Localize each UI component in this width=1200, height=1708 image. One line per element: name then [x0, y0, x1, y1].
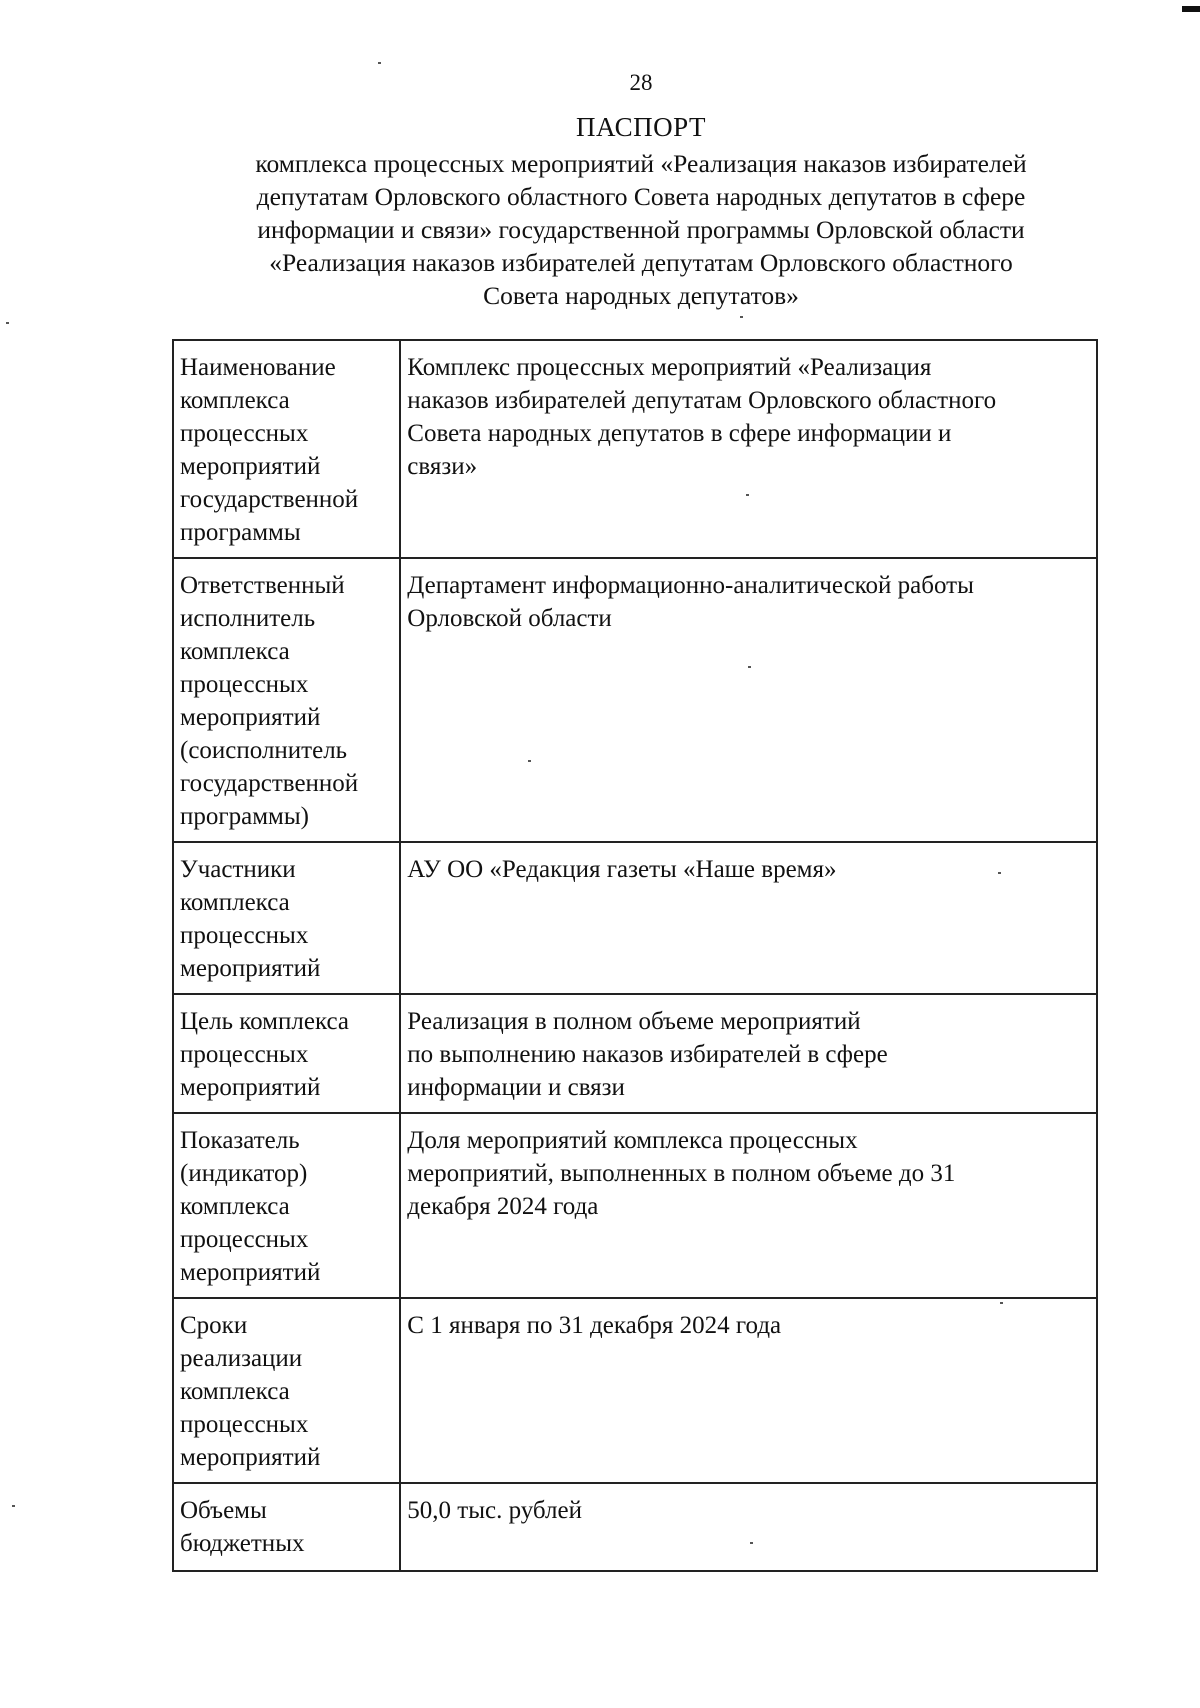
subtitle-line: депутатам Орловского областного Совета народных депутатов в сфере — [256, 182, 1026, 211]
scan-speck — [12, 1505, 15, 1507]
row-value-cell — [400, 1298, 1097, 1483]
row-label-cell — [173, 558, 400, 842]
passport-table — [172, 339, 1098, 1572]
row-value-cell — [400, 558, 1097, 842]
row-label-line: программы) — [180, 803, 309, 830]
row-label-line: процессных — [180, 1041, 309, 1068]
subtitle-line: комплекса процессных мероприятий «Реализация наказов избирателей — [255, 149, 1027, 178]
row-value-line: Реализация в полном объеме мероприятий — [407, 1008, 861, 1035]
table-row — [173, 1298, 1097, 1483]
row-label-line: Показатель — [180, 1127, 300, 1154]
row-label-line: реализации — [180, 1345, 303, 1372]
row-label-line: Сроки — [180, 1312, 248, 1339]
subtitle-line: информации и связи» государственной программы Орловской области — [257, 215, 1025, 244]
row-label-line: программы — [180, 519, 301, 546]
row-value-line: наказов избирателей депутатам Орловского областного — [407, 387, 997, 414]
row-label-line: мероприятий — [180, 1074, 321, 1101]
row-label-line: (индикатор) — [180, 1160, 308, 1187]
row-label-line: мероприятий — [180, 1444, 321, 1471]
table-row — [173, 842, 1097, 994]
row-label-line: Ответственный — [180, 572, 345, 599]
row-value-cell — [400, 1483, 1097, 1571]
row-label-line: Наименование — [180, 354, 336, 381]
document-subtitle — [185, 147, 1097, 312]
scan-speck — [748, 666, 751, 668]
row-value-line: С 1 января по 31 декабря 2024 года — [407, 1312, 782, 1339]
row-label-line: процессных — [180, 1226, 309, 1253]
row-label-cell — [173, 340, 400, 558]
row-label-line: государственной — [180, 486, 359, 513]
row-value-cell — [400, 994, 1097, 1113]
scan-speck — [998, 872, 1001, 874]
scan-speck — [6, 322, 9, 324]
row-value-line: Департамент информационно-аналитической работы — [407, 572, 974, 599]
row-value-line: Совета народных депутатов в сфере информации и — [407, 420, 952, 447]
row-label-line: Участники — [180, 856, 296, 883]
row-label-line: исполнитель — [180, 605, 316, 632]
scan-speck — [750, 1542, 753, 1544]
table-row — [173, 340, 1097, 558]
row-value-line: информации и связи — [407, 1074, 625, 1101]
row-label-line: мероприятий — [180, 704, 321, 731]
row-value-line: связи» — [407, 453, 478, 480]
row-label-line: комплекса — [180, 1378, 290, 1405]
row-label-line: бюджетных — [180, 1530, 305, 1557]
row-value-line: Доля мероприятий комплекса процессных — [407, 1127, 858, 1154]
row-label-line: процессных — [180, 420, 309, 447]
row-value-line: по выполнению наказов избирателей в сфере — [407, 1041, 888, 1068]
row-label-cell — [173, 842, 400, 994]
row-label-cell — [173, 1483, 400, 1571]
table-row — [173, 558, 1097, 842]
table-row — [173, 994, 1097, 1113]
row-value-cell — [400, 340, 1097, 558]
page-number: 28 — [629, 70, 653, 95]
row-value-line: 50,0 тыс. рублей — [407, 1497, 582, 1524]
row-label-cell — [173, 1113, 400, 1298]
scan-speck — [740, 316, 743, 318]
row-label-line: мероприятий — [180, 453, 321, 480]
subtitle-line: «Реализация наказов избирателей депутатам Орловского областного — [269, 248, 1013, 277]
row-value-line: мероприятий, выполненных в полном объеме до 31 — [407, 1160, 956, 1187]
subtitle-line: Совета народных депутатов» — [483, 281, 799, 310]
row-value-cell — [400, 842, 1097, 994]
table-row — [173, 1483, 1097, 1571]
row-label-line: мероприятий — [180, 1259, 321, 1286]
row-label-line: комплекса — [180, 638, 290, 665]
row-label-line: комплекса — [180, 1193, 290, 1220]
row-value-cell — [400, 1113, 1097, 1298]
row-label-line: комплекса — [180, 387, 290, 414]
document-title: ПАСПОРТ — [576, 112, 706, 142]
row-label-line: (соисполнитель — [180, 737, 348, 764]
row-value-line: декабря 2024 года — [407, 1193, 599, 1220]
scan-speck — [378, 62, 381, 64]
scan-speck — [1000, 1302, 1003, 1304]
row-label-line: процессных — [180, 671, 309, 698]
scan-speck — [746, 494, 749, 496]
row-value-line: Орловской области — [407, 605, 612, 632]
row-label-line: мероприятий — [180, 955, 321, 982]
table-row — [173, 1113, 1097, 1298]
row-label-cell — [173, 1298, 400, 1483]
row-label-line: Объемы — [180, 1497, 267, 1524]
scan-corner-mark — [1182, 6, 1200, 12]
row-value-line: АУ ОО «Редакция газеты «Наше время» — [407, 856, 837, 883]
row-label-line: процессных — [180, 1411, 309, 1438]
row-label-cell — [173, 994, 400, 1113]
row-label-line: комплекса — [180, 889, 290, 916]
row-label-line: государственной — [180, 770, 359, 797]
scan-speck — [528, 760, 531, 762]
row-label-line: Цель комплекса — [180, 1008, 349, 1035]
row-label-line: процессных — [180, 922, 309, 949]
row-value-line: Комплекс процессных мероприятий «Реализация — [407, 354, 932, 381]
